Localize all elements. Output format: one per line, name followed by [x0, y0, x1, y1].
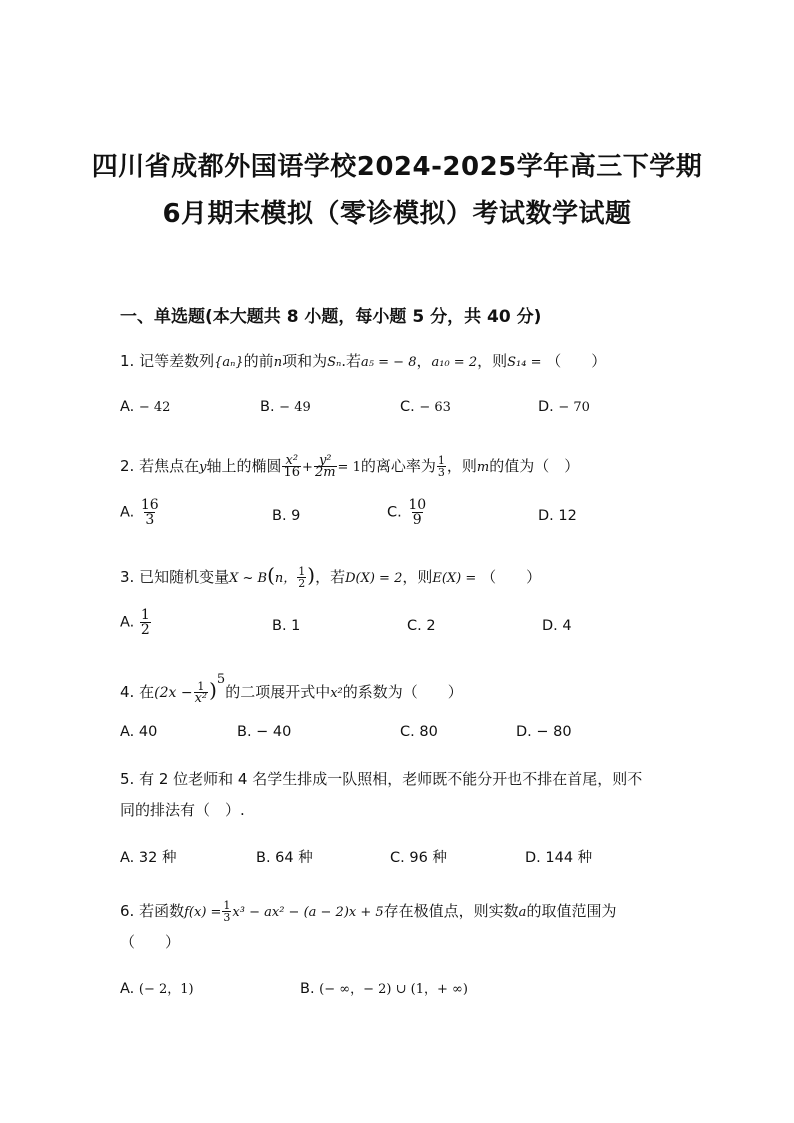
option-d: D. 12 — [538, 508, 577, 524]
question-text: ， — [416, 352, 432, 370]
option-b: B. 64 种 — [256, 850, 313, 866]
math-sequence: {aₙ} — [214, 355, 244, 370]
option-c: C. 96 种 — [390, 850, 447, 866]
option-c: C. $\frac{10}{9}$ — [387, 497, 427, 528]
math-expression: (2x − — [154, 685, 193, 701]
option-a: A. − 42 — [120, 399, 171, 415]
option-a: A. $\frac{1}{2}$ — [120, 607, 150, 638]
option-c: C. − 63 — [400, 399, 451, 415]
option-b: B. − 49 — [260, 399, 311, 415]
math-expectation: E(X) = — [432, 571, 477, 586]
question-number: 3. — [120, 568, 135, 586]
fraction: $\frac{1}{3}$ — [223, 899, 231, 924]
option-b: B. − 40 — [237, 724, 292, 740]
option-a: A. 32 种 — [120, 850, 177, 866]
math-sum: S₁₄ = — [507, 355, 542, 370]
option-d: D. − 70 — [538, 399, 590, 415]
question-text: ，则 — [477, 352, 508, 370]
question-1 — [120, 350, 606, 374]
option-a: A. $\frac{16}{3}$ — [120, 497, 159, 528]
question-3: 3. 已知随机变量X ~ B(n， $\frac{1}{2}$ )，若D(X) = 2，则E(X) = （ ） — [120, 563, 542, 590]
question-text: 项和为 — [282, 352, 328, 370]
math-variable: a — [518, 905, 527, 920]
option-d: D. 144 种 — [525, 850, 593, 866]
fraction: $\frac{\text{y²}}{2m}$ — [314, 453, 336, 480]
section-heading: 一、单选题(本大题共 8 小题，每小题 5 分，共 40 分) — [120, 307, 542, 327]
math-variable: y — [199, 460, 207, 475]
question-number: 4. — [120, 683, 135, 701]
page-title-line1: 四川省成都外国语学校2024-2025学年高三下学期 — [91, 152, 703, 182]
option-c: C. 80 — [400, 724, 438, 740]
answer-paren: （ ） — [481, 568, 542, 586]
question-text: .若 — [341, 352, 362, 370]
question-text: 记等差数列 — [139, 352, 215, 370]
question-6-line2: （ ） — [120, 933, 181, 951]
answer-paren: （ ） — [546, 352, 607, 370]
question-number: 2. — [120, 457, 135, 475]
question-4: 4. 在(2x − $\frac{1}{\text{x²}}$ )$^5$的二项展开式中x²的系数为（ ） — [120, 672, 463, 706]
math-variable: m — [476, 460, 490, 475]
math-sum: Sₙ — [327, 355, 342, 370]
question-number: 6. — [120, 902, 135, 920]
option-a: A. 40 — [120, 724, 158, 740]
option-b: B. 9 — [272, 508, 301, 524]
option-a: A. (− 2，1) — [120, 981, 194, 997]
option-c: C. 2 — [407, 618, 436, 634]
math-variance: D(X) = 2 — [345, 571, 403, 586]
option-d: D. 4 — [542, 618, 572, 634]
fraction: $\frac{1}{\text{x²}}$ — [194, 680, 208, 706]
math-distribution: X ~ B — [229, 571, 268, 586]
fraction: $\frac{1}{3}$ — [437, 454, 445, 479]
question-number: 1. — [120, 352, 135, 370]
question-text: 的前 — [243, 352, 274, 370]
math-expression: x³ − ax² − (a − 2)x + 5 — [232, 905, 384, 920]
fraction: $\frac{1}{2}$ — [298, 565, 306, 590]
option-b: B. (− ∞，− 2) ∪ (1，+ ∞) — [300, 981, 468, 997]
math-term: a₅ = − 8 — [361, 355, 417, 370]
math-variable: n — [273, 355, 283, 370]
page-title-line2: 6月期末模拟（零诊模拟）考试数学试题 — [162, 199, 632, 229]
question-2: 2. 若焦点在y轴上的椭圆 $\frac{\text{x²}}{16}$ + $\frac{\text{y²}}{2m}$ = 1的离心率为 $\frac{1}{3}$ ，则m的值为（ ） — [120, 453, 580, 480]
question-5-line1: 5. 有 2 位老师和 4 名学生排成一队照相，老师既不能分开也不排在首尾，则不 — [120, 770, 643, 788]
option-b: B. 1 — [272, 618, 301, 634]
option-d: D. − 80 — [516, 724, 572, 740]
math-term: x² — [330, 686, 343, 701]
fraction: $\frac{\text{x²}}{16}$ — [283, 453, 301, 480]
question-6: 6. 若函数f(x) = $\frac{1}{3}$ x³ − ax² − (a − 2)x + 5存在极值点，则实数a的取值范围为 — [120, 899, 617, 924]
question-5-line2: 同的排法有（ ）. — [120, 801, 245, 819]
math-function: f(x) = — [184, 905, 222, 920]
math-term: a₁₀ = 2 — [431, 355, 478, 370]
